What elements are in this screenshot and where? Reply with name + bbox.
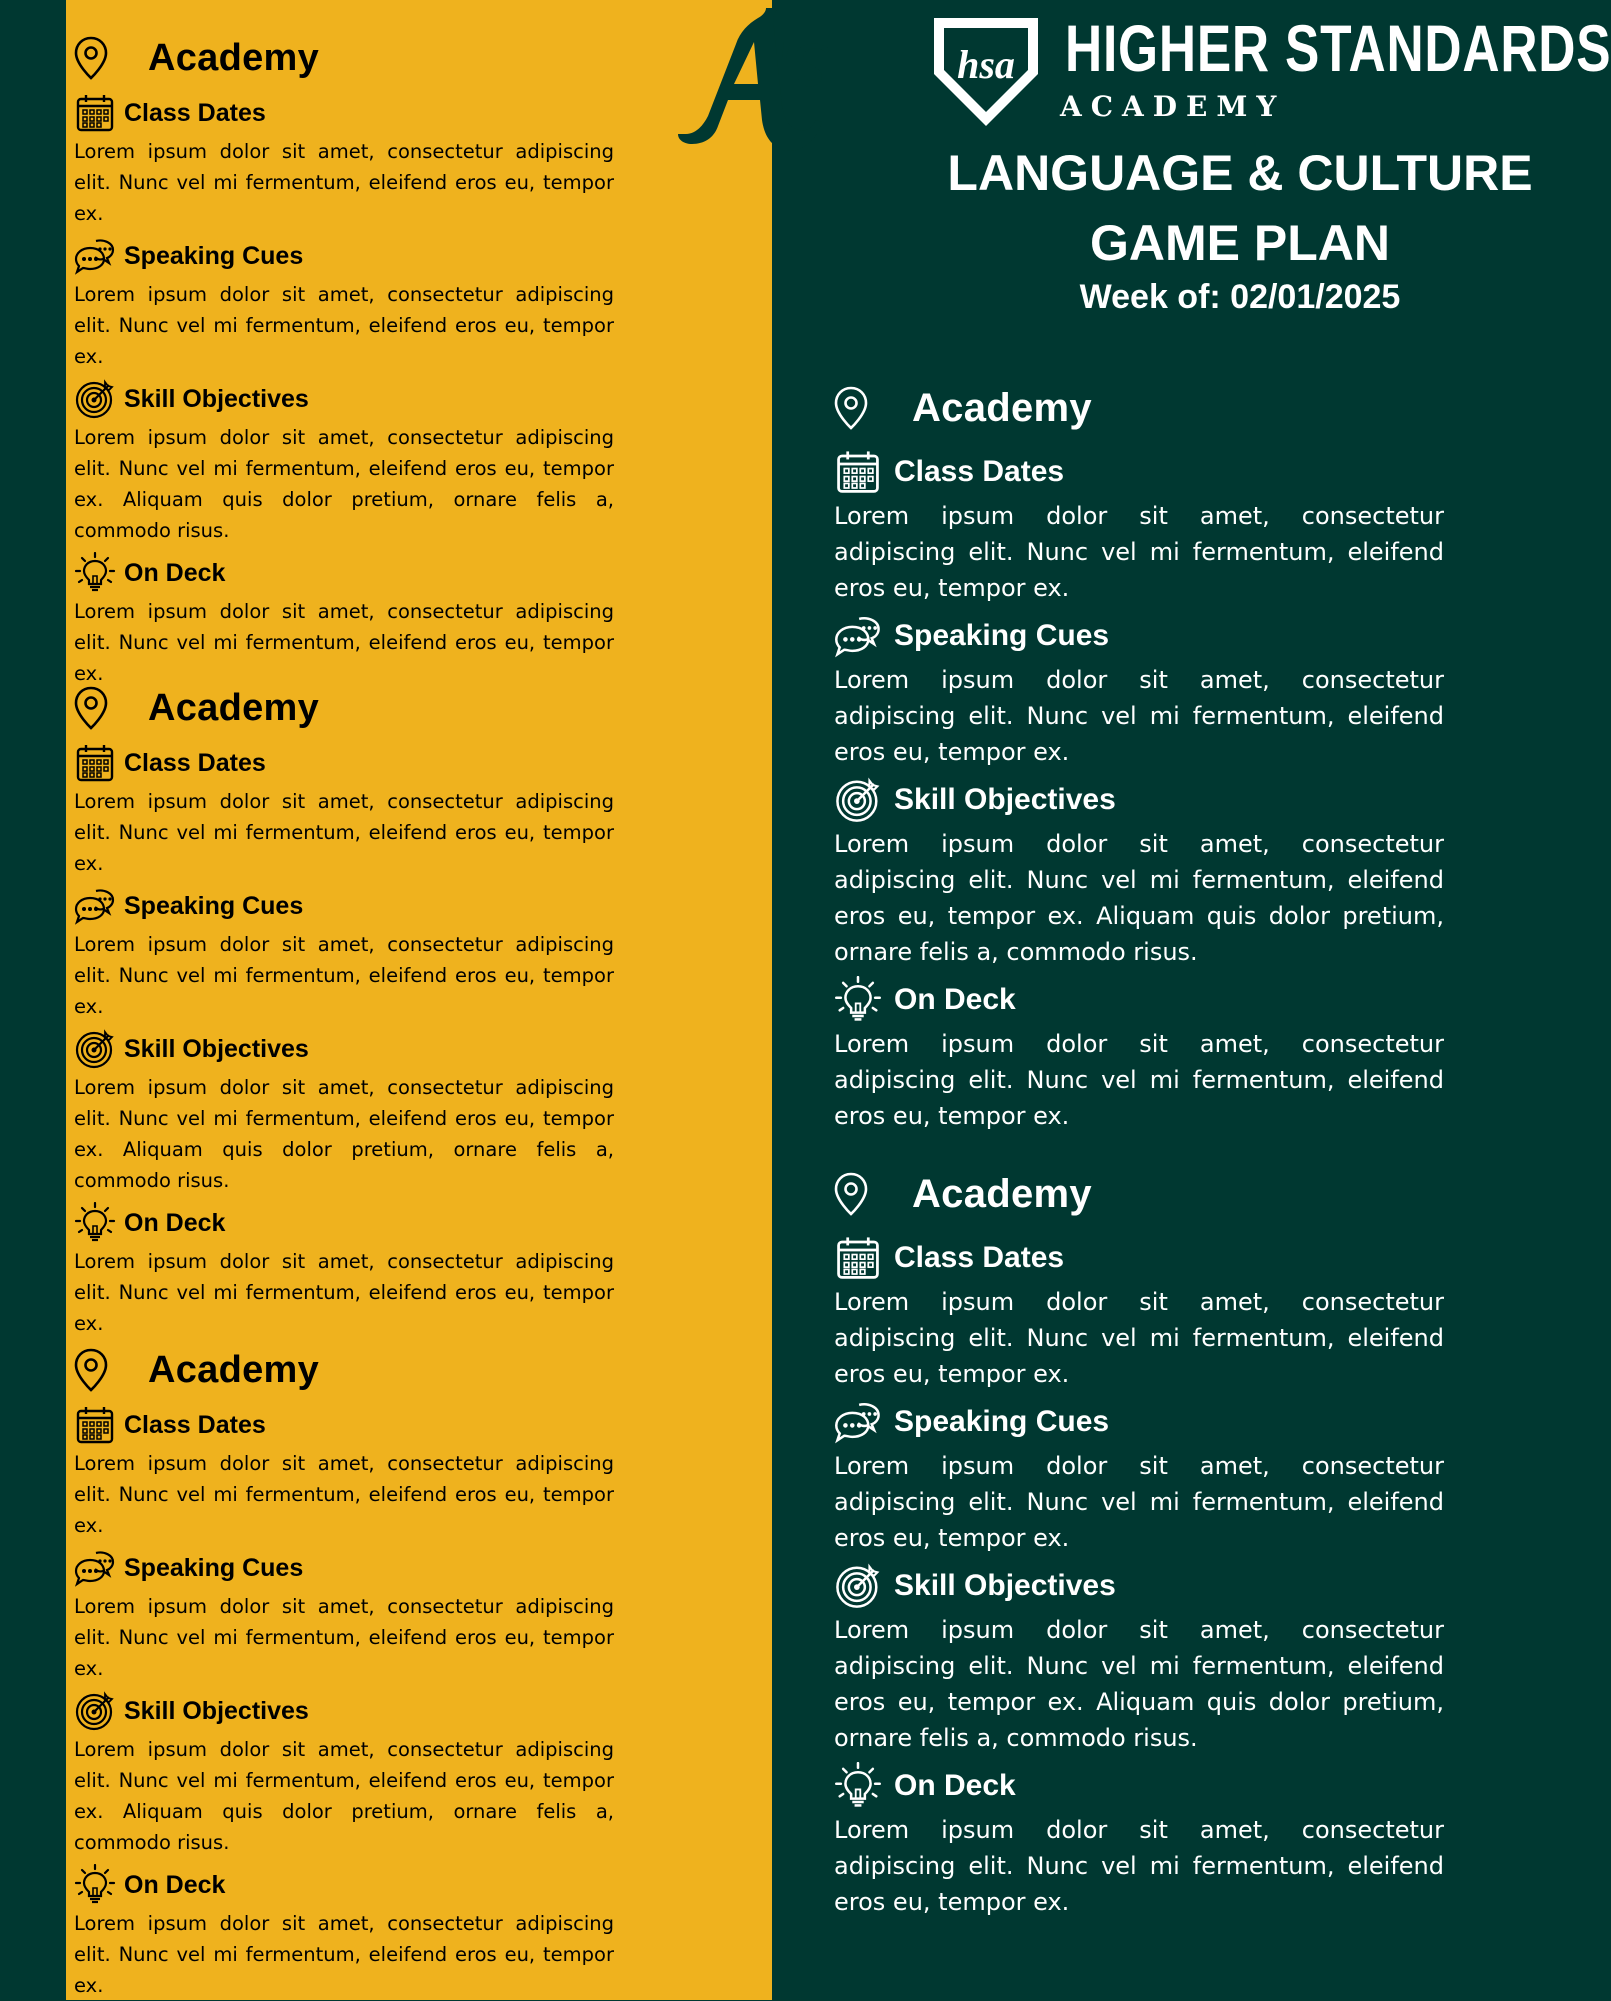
doc-title-line-2: GAME PLAN	[1090, 215, 1390, 271]
speech-bubbles-icon	[74, 1547, 116, 1589]
on-deck-text: Lorem ipsum dolor sit amet, consectetur adipiscing elit. Nunc vel mi fermentum, eleifend eros eu, tempor ex.	[74, 1250, 614, 1335]
academy-title: Academy	[912, 385, 1092, 430]
speaking-cues-heading: Speaking Cues	[124, 891, 304, 920]
map-pin-icon	[74, 686, 108, 730]
skill-objectives-text: Lorem ipsum dolor sit amet, consectetur adipiscing elit. Nunc vel mi fermentum, eleifend eros eu, tempor ex. Aliquam quis dolor pretium, ornare felis a, commodo risus.	[74, 1076, 614, 1192]
right-panel	[772, 0, 1545, 2000]
speech-bubbles-icon	[834, 612, 882, 660]
skill-objectives-heading: Skill Objectives	[124, 1696, 309, 1725]
on-deck-text: Lorem ipsum dolor sit amet, consectetur adipiscing elit. Nunc vel mi fermentum, eleifend eros eu, tempor ex.	[834, 1030, 1444, 1130]
left-academy-block-2	[74, 680, 614, 1339]
org-subtitle: ACADEMY	[1060, 90, 1286, 123]
speaking-cues-heading: Speaking Cues	[124, 241, 304, 270]
speech-bubbles-icon	[74, 885, 116, 927]
skill-objectives-text: Lorem ipsum dolor sit amet, consectetur adipiscing elit. Nunc vel mi fermentum, eleifend eros eu, tempor ex. Aliquam quis dolor pretium, ornare felis a, commodo risus.	[74, 426, 614, 542]
speech-bubbles-icon	[834, 1398, 882, 1446]
map-pin-icon	[834, 1172, 868, 1216]
skill-objectives-heading: Skill Objectives	[124, 384, 309, 413]
map-pin-icon	[834, 386, 868, 430]
speaking-cues-heading: Speaking Cues	[124, 1553, 304, 1582]
class-dates-heading: Class Dates	[894, 455, 1065, 488]
academy-title: Academy	[148, 686, 320, 729]
lightbulb-icon	[834, 976, 882, 1024]
hsa-mark-text: hsa	[957, 42, 1015, 87]
class-dates-heading: Class Dates	[894, 1241, 1065, 1274]
calendar-icon	[74, 92, 116, 134]
speaking-cues-heading: Speaking Cues	[894, 619, 1110, 652]
right-academy-block-1	[834, 380, 1444, 1134]
doc-title-line-1: LANGUAGE & CULTURE	[947, 145, 1533, 201]
lightbulb-icon	[74, 1202, 116, 1244]
skill-objectives-text: Lorem ipsum dolor sit amet, consectetur adipiscing elit. Nunc vel mi fermentum, eleifend eros eu, tempor ex. Aliquam quis dolor pretium, ornare felis a, commodo risus.	[74, 1738, 614, 1854]
class-dates-text: Lorem ipsum dolor sit amet, consectetur adipiscing elit. Nunc vel mi fermentum, eleifend eros eu, tempor ex.	[74, 1452, 614, 1537]
org-name: HIGHER STANDARDS	[1065, 11, 1611, 85]
class-dates-text: Lorem ipsum dolor sit amet, consectetur adipiscing elit. Nunc vel mi fermentum, eleifend eros eu, tempor ex.	[74, 140, 614, 225]
class-dates-heading: Class Dates	[124, 1410, 266, 1439]
skill-objectives-heading: Skill Objectives	[124, 1034, 309, 1063]
on-deck-heading: On Deck	[124, 1870, 226, 1899]
speaking-cues-text: Lorem ipsum dolor sit amet, consectetur adipiscing elit. Nunc vel mi fermentum, eleifend eros eu, tempor ex.	[74, 933, 614, 1018]
lightbulb-icon	[834, 1762, 882, 1810]
target-icon	[834, 1562, 882, 1610]
calendar-icon	[834, 1234, 882, 1282]
skill-objectives-text: Lorem ipsum dolor sit amet, consectetur adipiscing elit. Nunc vel mi fermentum, eleifend eros eu, tempor ex. Aliquam quis dolor pretium, ornare felis a, commodo risus.	[834, 1616, 1444, 1752]
academy-title: Academy	[148, 36, 320, 79]
class-dates-text: Lorem ipsum dolor sit amet, consectetur adipiscing elit. Nunc vel mi fermentum, eleifend eros eu, tempor ex.	[834, 502, 1444, 602]
left-academy-block-3	[74, 1342, 614, 2001]
calendar-icon	[74, 1404, 116, 1446]
lightbulb-icon	[74, 552, 116, 594]
class-dates-heading: Class Dates	[124, 98, 266, 127]
skill-objectives-text: Lorem ipsum dolor sit amet, consectetur adipiscing elit. Nunc vel mi fermentum, eleifend eros eu, tempor ex. Aliquam quis dolor pretium, ornare felis a, commodo risus.	[834, 830, 1444, 966]
on-deck-heading: On Deck	[894, 983, 1016, 1016]
academy-title: Academy	[912, 1171, 1092, 1216]
speaking-cues-text: Lorem ipsum dolor sit amet, consectetur adipiscing elit. Nunc vel mi fermentum, eleifend eros eu, tempor ex.	[834, 1452, 1444, 1552]
speaking-cues-text: Lorem ipsum dolor sit amet, consectetur adipiscing elit. Nunc vel mi fermentum, eleifend eros eu, tempor ex.	[74, 283, 614, 368]
left-panel	[66, 0, 772, 2000]
target-icon	[74, 1028, 116, 1070]
calendar-icon	[834, 448, 882, 496]
speech-bubbles-icon	[74, 235, 116, 277]
on-deck-heading: On Deck	[124, 558, 226, 587]
target-icon	[834, 776, 882, 824]
left-academy-block-1	[74, 30, 614, 689]
target-icon	[74, 378, 116, 420]
week-of-label: Week of: 02/01/2025	[1079, 278, 1401, 316]
on-deck-text: Lorem ipsum dolor sit amet, consectetur adipiscing elit. Nunc vel mi fermentum, eleifend eros eu, tempor ex.	[834, 1816, 1444, 1916]
target-icon	[74, 1690, 116, 1732]
class-dates-heading: Class Dates	[124, 748, 266, 777]
skill-objectives-heading: Skill Objectives	[894, 783, 1116, 816]
map-pin-icon	[74, 36, 108, 80]
academy-title: Academy	[148, 1348, 320, 1391]
on-deck-heading: On Deck	[894, 1769, 1016, 1802]
right-academy-block-2	[834, 1166, 1444, 1920]
map-pin-icon	[74, 1348, 108, 1392]
skill-objectives-heading: Skill Objectives	[894, 1569, 1116, 1602]
calendar-icon	[74, 742, 116, 784]
class-dates-text: Lorem ipsum dolor sit amet, consectetur adipiscing elit. Nunc vel mi fermentum, eleifend eros eu, tempor ex.	[74, 790, 614, 875]
on-deck-heading: On Deck	[124, 1208, 226, 1237]
speaking-cues-heading: Speaking Cues	[894, 1405, 1110, 1438]
on-deck-text: Lorem ipsum dolor sit amet, consectetur adipiscing elit. Nunc vel mi fermentum, eleifend eros eu, tempor ex.	[74, 1912, 614, 1997]
speaking-cues-text: Lorem ipsum dolor sit amet, consectetur adipiscing elit. Nunc vel mi fermentum, eleifend eros eu, tempor ex.	[74, 1595, 614, 1680]
on-deck-text: Lorem ipsum dolor sit amet, consectetur adipiscing elit. Nunc vel mi fermentum, eleifend eros eu, tempor ex.	[74, 600, 614, 685]
lightbulb-icon	[74, 1864, 116, 1906]
class-dates-text: Lorem ipsum dolor sit amet, consectetur adipiscing elit. Nunc vel mi fermentum, eleifend eros eu, tempor ex.	[834, 1288, 1444, 1388]
speaking-cues-text: Lorem ipsum dolor sit amet, consectetur adipiscing elit. Nunc vel mi fermentum, eleifend eros eu, tempor ex.	[834, 666, 1444, 766]
